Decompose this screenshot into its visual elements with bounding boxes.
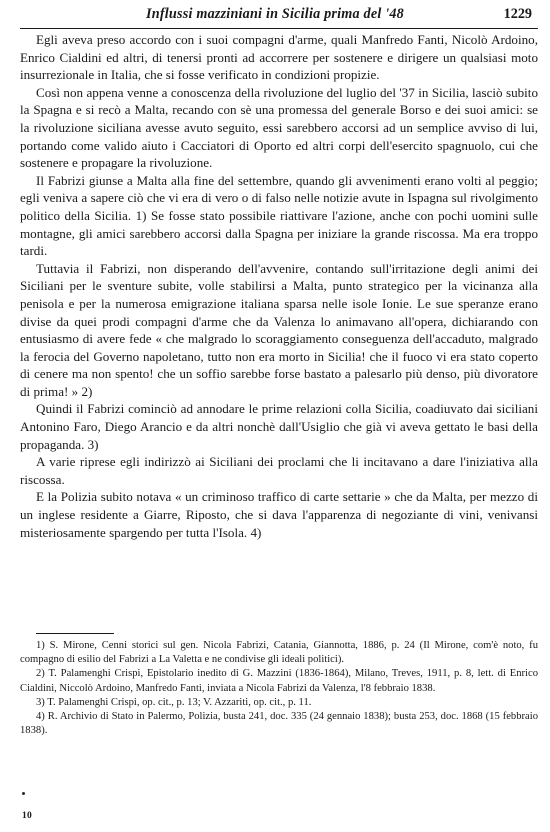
footnote-2: 2) T. Palamenghi Crispi, Epistolario inedito di G. Mazzini (1836-1864), Milano, Treves, 1911, p. 8, lett. di Enrico Cialdini, Niccolò Ardoino, Manfredo Fanti, inviata a Nicola Fabrizi da Valenza, l'8 febbraio 1838. bbox=[20, 668, 538, 694]
paragraph-2: Così non appena venne a conoscenza della rivoluzione del luglio del '37 in Sicilia, lasciò subito la Spagna e si recò a Malta, recando con sè una promessa del generale Borso e dei suoi amici: se la rivoluzione siciliana avesse avuto seguito, essi sarebbero accorsi ad un semplice avviso di lui, portando come valido aiuto i Cacciatori di Oporto ed altri corpi dell'esercito spagnuolo, cui che sostenere e propagare la rivoluzione. bbox=[20, 84, 538, 171]
paragraph-4: Tuttavia il Fabrizi, non disperando dell'avvenire, contando sull'irritazione degli animi dei Siciliani per le sventure subite, volle stabilirsi a Malta, punto strategico per la vicinanza alla penisola e per la numerosa emigrazione italiana sparsa nelle isole Ionie. Le sue speranze erano divise da quei prodi compagni d'arme che da Valenza lo animavano all'opera, dichiarando con entusiasmo di avere fede « che malgrado lo scoraggiamento conseguenza dell'accaduto, malgrado la ferocia del Governo napoletano, tutto non era morto in Sicilia! che il fuoco vi era stato coperto di cenere ma non spento! che un soffio sarebbe forse bastato a palesarlo più denso, più divoratore di prima! » 2) bbox=[20, 260, 538, 399]
paragraph-1: Egli aveva preso accordo con i suoi compagni d'arme, quali Manfredo Fanti, Nicolò Ardoino, Enrico Cialdini ed altri, di tenersi pronti ad accorrere per sostenere e dirigere un qualsiasi moto insurrezionale in Italia, che si fosse verificato in condizioni propizie. bbox=[20, 32, 538, 83]
footnote-separator bbox=[36, 633, 114, 634]
page-number: 1229 bbox=[503, 6, 532, 22]
footnote-1: 1) S. Mirone, Cenni storici sul gen. Nicola Fabrizi, Catania, Giannotta, 1886, p. 24 (Il Mirone, com'è noto, fu compagno di esilio del Fabrizi a La Valetta e ne condivise gli ideali politici). bbox=[20, 640, 538, 666]
page-footer bbox=[22, 805, 32, 823]
footnote-3: 3) T. Palamenghi Crispi, op. cit., p. 13; V. Azzariti, op. cit., p. 11. bbox=[36, 696, 312, 708]
paragraph-5: Quindi il Fabrizi cominciò ad annodare le prime relazioni colla Sicilia, coadiuvato dai siciliani Antonino Faro, Diego Arancio e da altri nonchè dall'Usiglio che già vi aveva gettato le basi della propaganda. 3) bbox=[20, 401, 538, 452]
footnotes bbox=[20, 639, 538, 738]
paragraph-3: Il Fabrizi giunse a Malta alla fine del settembre, quando gli avvenimenti erano volti al peggio; egli veniva a sapere ciò che vi era di vero o di falso nelle notizie avute in Ispagna sul rivolgimento politico della Sicilia. 1) Se fosse stato possibile riattivare l'azione, anche con pochi uomini sulle montagne, gli amici sarebbero accorsi dalla Spagna per iniziare la grande riscossa. Ma era troppo tardi. bbox=[20, 172, 538, 259]
header-rule bbox=[20, 28, 538, 29]
page-header bbox=[0, 2, 550, 28]
footnote-4: 4) R. Archivio di Stato in Palermo, Polizia, busta 241, doc. 335 (24 gennaio 1838); busta 253, doc. 1868 (15 febbraio 1838). bbox=[20, 711, 538, 737]
printer-signature: 10 bbox=[22, 811, 33, 821]
paragraph-7: E la Polizia subito notava « un criminoso traffico di carte settarie » che da Malta, per mezzo di un inglese residente a Giarre, Riposto, che si dava l'apparenza di negoziante di vini, venivansi misteriosamente spargendo per tutta l'Isola. 4) bbox=[20, 489, 538, 540]
running-title: Influssi mazziniani in Sicilia prima del '48 bbox=[146, 6, 404, 22]
ink-speck bbox=[22, 792, 25, 795]
body-text bbox=[20, 31, 538, 541]
paragraph-6: A varie riprese egli indirizzò ai Siciliani dei proclami che li incitavano a dare l'iniziativa alla riscossa. bbox=[20, 454, 538, 487]
